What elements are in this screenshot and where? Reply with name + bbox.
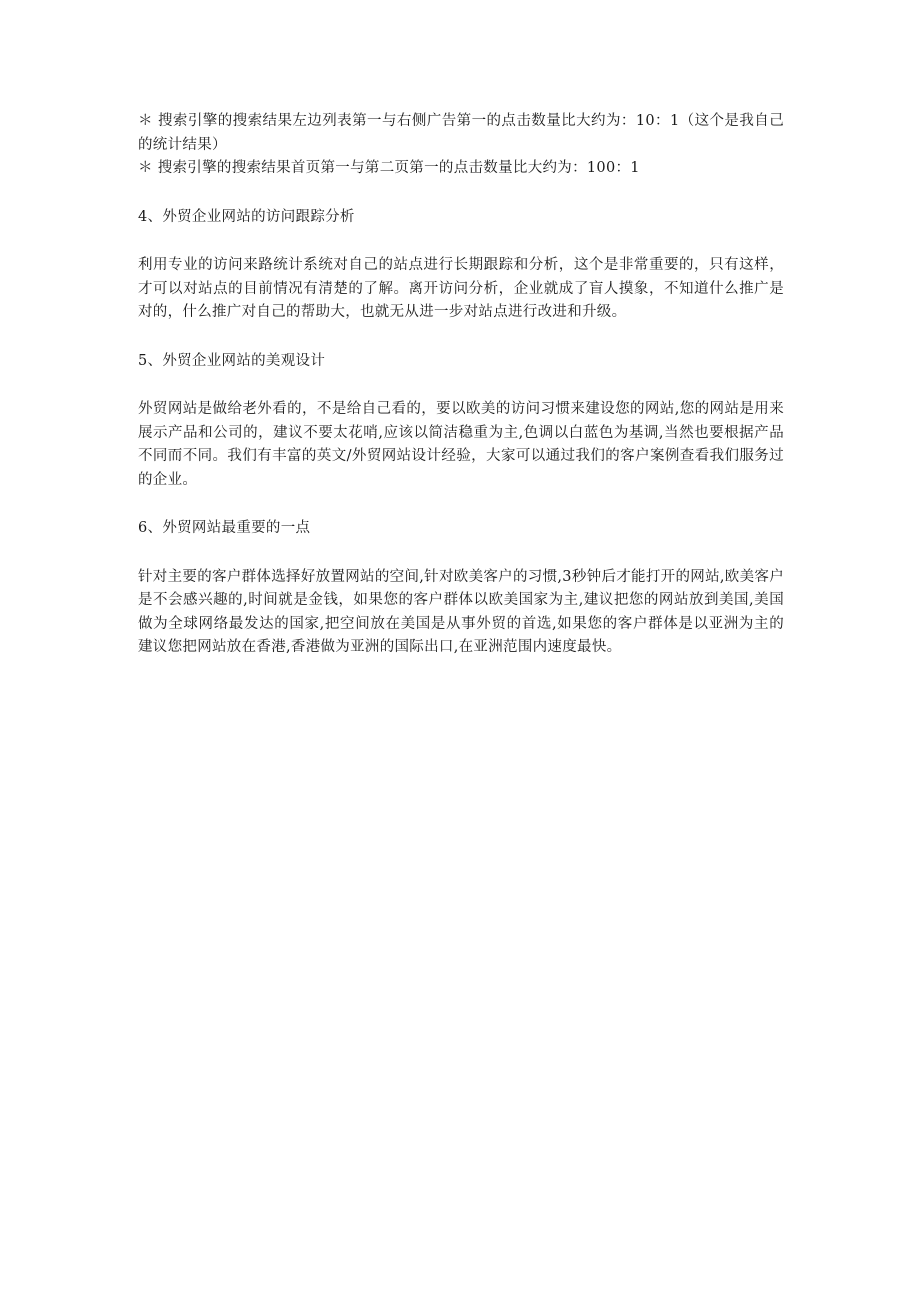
section-paragraph-hosting: 针对主要的客户群体选择好放置网站的空间,针对欧美客户的习惯,3秒钟后才能打开的网站,欧美客户是不会感兴趣的,时间就是金钱，如果您的客户群体以欧美国家为主,建议把您的网站放到美国,美国做为全球网络最发达的国家,把空间放在美国是从事外贸的首选,如果您的客户群体是以亚洲为主的建议您把网站放在香港,香港做为亚洲的国际出口,在亚洲范围内速度最快。 (138, 568, 784, 655)
document-body (138, 110, 784, 660)
section-heading-tracking: 4、外贸企业网站的访问跟踪分析 (138, 208, 355, 225)
section-heading-design: 5、外贸企业网站的美观设计 (138, 352, 326, 369)
bullet-click-ratio-pages: ＊ 搜索引擎的搜索结果首页第一与第二页第一的点击数量比大约为：100：1 (138, 160, 640, 176)
section-paragraph-tracking: 利用专业的访问来路统计系统对自己的站点进行长期跟踪和分析，这个是非常重要的，只有这样，才可以对站点的目前情况有清楚的了解。离开访问分析，企业就成了盲人摸象，不知道什么推广是对的，什么推广对自己的帮助大，也就无从进一步对站点进行改进和升级。 (138, 257, 784, 320)
section-heading-hosting: 6、外贸网站最重要的一点 (138, 520, 311, 536)
bullet-click-ratio-ads: ＊ 搜索引擎的搜索结果左边列表第一与右侧广告第一的点击数量比大约为：10：1（这个是我自己的统计结果） (138, 113, 784, 153)
section-paragraph-design: 外贸网站是做给老外看的，不是给自己看的，要以欧美的访问习惯来建设您的网站,您的网站是用来展示产品和公司的，建议不要太花哨,应该以简洁稳重为主,色调以白蓝色为基调,当然也要根据产品不同而不同。我们有丰富的英文/外贸网站设计经验，大家可以通过我们的客户案例查看我们服务过的企业。 (138, 401, 784, 488)
